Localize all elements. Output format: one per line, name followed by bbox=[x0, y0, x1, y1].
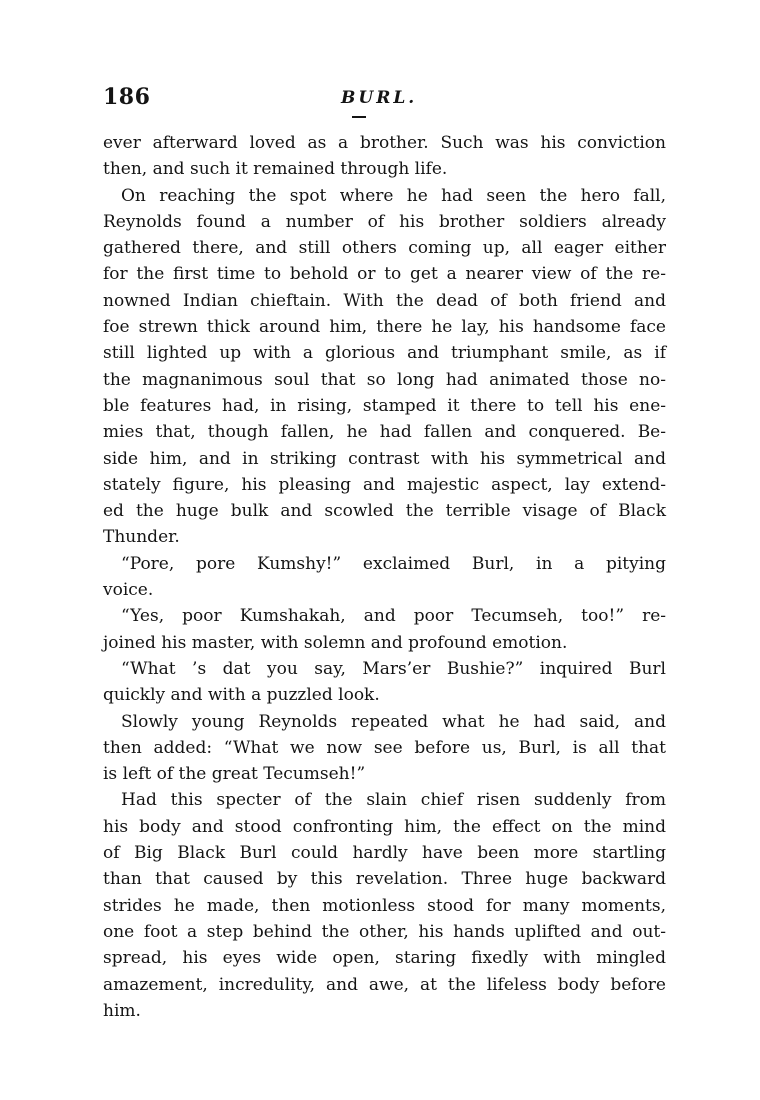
text-line: of Big Black Burl could hardly have been more startling bbox=[103, 843, 666, 864]
text-line: for the first time to behold or to get a nearer view of the re- bbox=[103, 264, 666, 285]
text-line: foe strewn thick around him, there he lay, his handsome face bbox=[103, 317, 666, 338]
text-line: On reaching the spot where he had seen the hero fall, bbox=[121, 185, 666, 206]
text-line: mies that, though fallen, he had fallen and conquered. Be- bbox=[103, 422, 666, 443]
text-line: ever afterward loved as a brother. Such was his conviction bbox=[103, 133, 666, 153]
text-line: voice. bbox=[103, 580, 154, 601]
running-title: BURL. bbox=[341, 88, 418, 108]
text-line: amazement, incredulity, and awe, at the lifeless body before bbox=[103, 974, 666, 995]
body-text bbox=[103, 130, 666, 1024]
text-line: gathered there, and still others coming up, all eager either bbox=[103, 238, 666, 259]
text-line: nowned Indian chieftain. With the dead of both friend and bbox=[103, 290, 666, 311]
text-line: side him, and in striking contrast with his symmetrical and bbox=[103, 448, 666, 469]
text-line: ed the huge bulk and scowled the terrible visage of Black bbox=[103, 501, 666, 522]
text-line: strides he made, then motionless stood for many moments, bbox=[103, 895, 666, 916]
text-line: Thunder. bbox=[103, 527, 180, 548]
text-line: “Yes, poor Kumshakah, and poor Tecumseh, too!” re- bbox=[121, 606, 666, 627]
title-rule bbox=[352, 116, 366, 118]
text-line: than that caused by this revelation. Three huge backward bbox=[103, 869, 666, 890]
text-line: ble features had, in rising, stamped it there to tell his ene- bbox=[103, 395, 666, 416]
text-line: spread, his eyes wide open, staring fixedly with mingled bbox=[103, 948, 666, 969]
text-line: Reynolds found a number of his brother soldiers already bbox=[103, 211, 666, 232]
text-line: Slowly young Reynolds repeated what he had said, and bbox=[121, 711, 666, 732]
text-line: his body and stood confronting him, the effect on the mind bbox=[103, 816, 666, 837]
text-line: then added: “What we now see before us, Burl, is all that bbox=[103, 737, 666, 758]
text-line: one foot a step behind the other, his hands uplifted and out- bbox=[103, 921, 666, 942]
page-header bbox=[103, 84, 666, 118]
text-line: joined his master, with solemn and profound emotion. bbox=[103, 632, 568, 653]
text-line: him. bbox=[103, 1000, 141, 1021]
text-line: stately figure, his pleasing and majestic aspect, lay extend- bbox=[103, 474, 666, 495]
text-line: then, and such it remained through life. bbox=[103, 159, 448, 180]
page-number: 186 bbox=[103, 84, 151, 110]
text-line: “What ’s dat you say, Mars’er Bushie?” inquired Burl bbox=[121, 658, 666, 679]
text-line: “Pore, pore Kumshy!” exclaimed Burl, in a pitying bbox=[121, 553, 666, 574]
text-line: quickly and with a puzzled look. bbox=[103, 685, 380, 706]
text-line: is left of the great Tecumseh!” bbox=[103, 764, 366, 785]
text-line: Had this specter of the slain chief risen suddenly from bbox=[121, 790, 666, 811]
text-line: the magnanimous soul that so long had animated those no- bbox=[103, 369, 666, 390]
text-line: still lighted up with a glorious and triumphant smile, as if bbox=[103, 343, 666, 364]
